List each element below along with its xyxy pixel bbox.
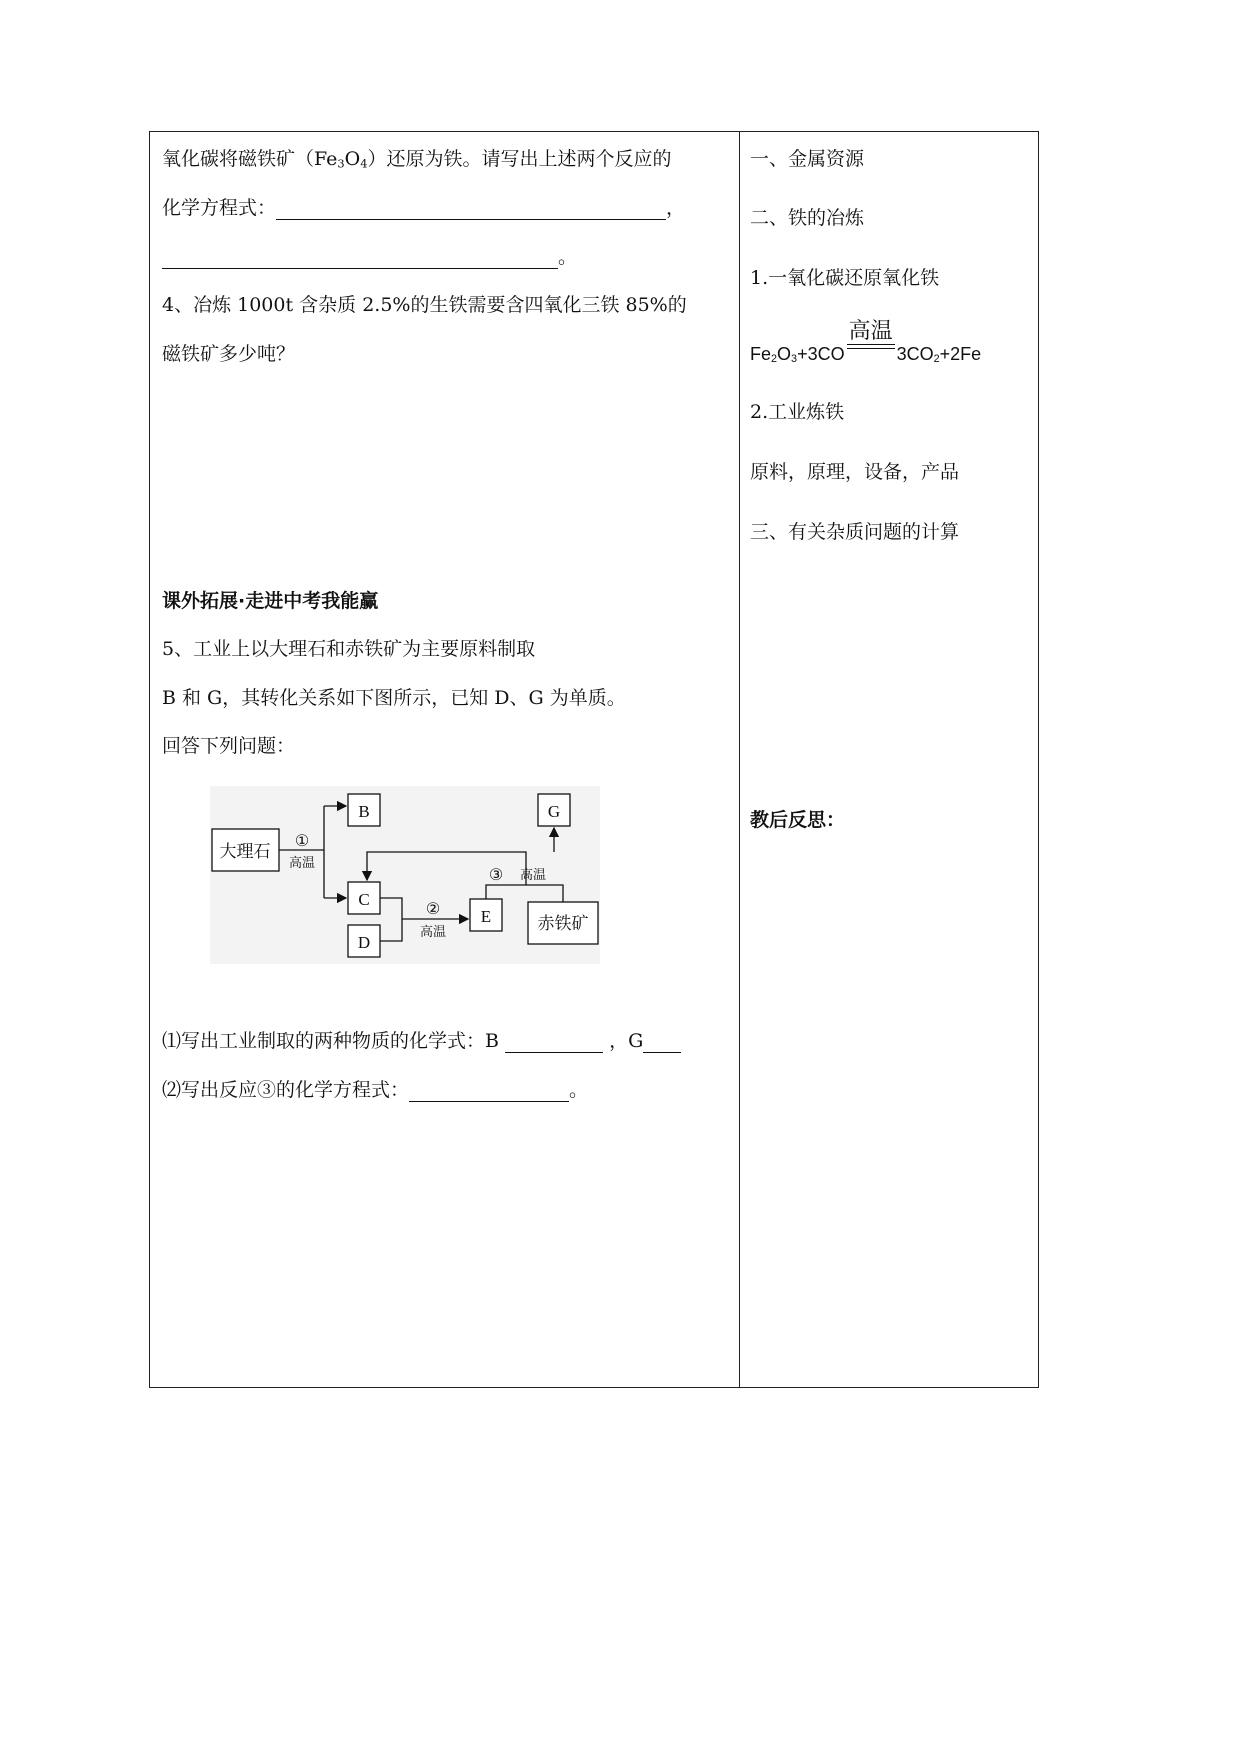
q4-line2: 磁铁矿多少吨？ (162, 343, 296, 365)
answer-blank-1[interactable] (276, 198, 666, 220)
section-title: 课外拓展·走进中考我能赢 (162, 590, 379, 612)
note-item-2: 二、铁的冶炼 (750, 207, 865, 229)
q3-line1: 氧化碳将磁铁矿$(Fe_3O_4)$还原为铁。请写出上述两个反应的 (162, 148, 672, 171)
answer-blank-b[interactable] (505, 1031, 603, 1053)
label-marble: 大理石 (219, 842, 271, 861)
note-item-6: 三、有关杂质问题的计算 (750, 521, 960, 543)
label-b: B (358, 802, 370, 821)
sub-question-1: ⑴写出工业制取的两种物质的化学式：B ，G (162, 1026, 681, 1053)
reflection-label: 教后反思： (750, 809, 846, 831)
label-cond2: 高温 (419, 924, 447, 939)
note-item-1: 一、金属资源 (750, 148, 865, 170)
answer-blank-g[interactable] (643, 1031, 681, 1053)
label-g: G (547, 802, 561, 821)
q3-line3: 。 (162, 242, 577, 269)
answer-blank-eq[interactable] (409, 1080, 569, 1102)
q5-line1: 5、工业上以大理石和赤铁矿为主要原料制取 (162, 638, 536, 660)
column-divider (739, 132, 740, 1387)
label-d: D (357, 933, 371, 952)
note-item-3: 1.一氧化碳还原氧化铁 (750, 267, 940, 289)
label-step3: ③ (488, 867, 504, 884)
q3-line2: 化学方程式： ， (162, 197, 686, 219)
answer-blank-2[interactable] (162, 247, 558, 269)
label-c: C (358, 890, 370, 909)
label-hematite: 赤铁矿 (537, 914, 589, 933)
label-cond1: 高温 (288, 855, 316, 870)
note-item-5: 原料，原理，设备，产品 (750, 461, 960, 483)
q4-line1: 4、冶炼 1000t 含杂质 2.5%的生铁需要含四氧化三铁 85%的 (162, 294, 687, 316)
note-equation: $Fe_2O_3+3CO$ 高温 $3CO_2+2Fe$ (750, 319, 982, 366)
label-cond3: 高温 (519, 867, 547, 882)
q5-line3: 回答下列问题： (162, 735, 296, 757)
worksheet-table (149, 131, 1039, 1388)
note-item-4: 2.工业炼铁 (750, 401, 845, 423)
reaction-condition: 高温 (847, 340, 895, 360)
q5-line2: B 和 G，其转化关系如下图所示，已知 D、G 为单质。 (162, 687, 626, 709)
sub-question-2: ⑵写出反应③的化学方程式： 。 (162, 1079, 589, 1101)
conversion-diagram (210, 786, 600, 964)
label-step2: ② (425, 901, 441, 918)
label-e: E (480, 907, 492, 926)
label-step1: ① (294, 833, 310, 850)
